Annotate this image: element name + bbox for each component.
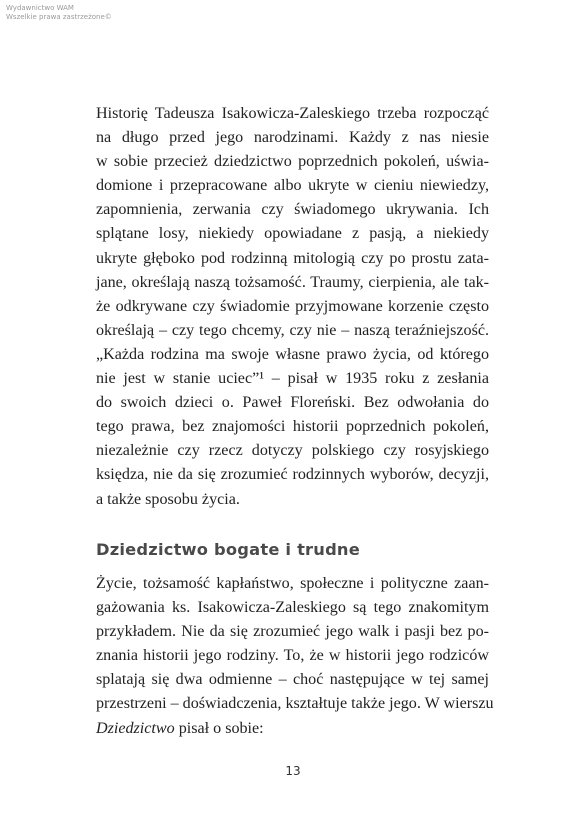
text-line: splątane losy, niekiedy opowiadane z pasją, a niekiedy — [96, 225, 489, 243]
text-line: Historię Tadeusza Isakowicza-Zaleskiego trzeba rozpocząć — [96, 105, 489, 122]
text-line: nie jest w stanie uciec”¹ – pisał w 1935 roku z zesłania — [96, 370, 489, 388]
text-line: niezależnie czy rzecz dotyczy polskiego czy rosyjskiego — [96, 442, 489, 460]
text-line: ukryte głęboko pod rodzinną mitologią czy po prostu zata- — [96, 249, 489, 267]
paragraph-1 — [96, 102, 489, 512]
watermark-publisher: Wydawnictwo WAM — [6, 4, 74, 12]
text-line: przestrzeni – doświadczenia, kształtuje także jego. W wierszu — [96, 695, 494, 713]
text-line-last — [96, 717, 489, 741]
text-line: zapomnienia, zerwania czy świadomego ukrywania. Ich — [96, 201, 489, 219]
text-line: określają – czy tego chcemy, czy nie – naszą teraźniejszość. — [96, 321, 489, 339]
text-line: w sobie przecież dziedzictwo poprzednich pokoleń, uświa- — [96, 153, 489, 171]
page-number: 13 — [285, 764, 301, 778]
text-line: przykładem. Nie da się zrozumieć jego walk i pasji bez po- — [96, 623, 489, 641]
publisher-watermark — [6, 4, 112, 22]
text-line: na długo przed jego narodzinami. Każdy z nas niesie — [96, 129, 489, 147]
paragraph-2 — [96, 572, 494, 741]
text-line: Życie, tożsamość kapłaństwo, społeczne i polityczne zaan- — [96, 575, 489, 592]
watermark-rights: Wszelkie prawa zastrzeżone© — [6, 13, 112, 21]
text-line: do swoich dzieci o. Paweł Floreński. Bez odwołania do — [96, 394, 489, 412]
text-line: splatają się dwa odmienne – choć następujące w tej samej — [96, 671, 489, 689]
section-heading: Dziedzictwo bogate i trudne — [96, 540, 360, 559]
text-line: „Każda rodzina ma swoje własne prawo życia, od którego — [96, 345, 489, 363]
text-line: księdza, nie da się zrozumieć rodzinnych wyborów, decyzji, — [96, 466, 489, 484]
text-line: gażowania ks. Isakowicza-Zaleskiego są tego znakomitym — [96, 599, 489, 617]
text-line: znania historii jego rodziny. To, że w historii jego rodziców — [96, 647, 489, 665]
text-fragment: pisał o sobie: — [174, 719, 264, 737]
text-line: tego prawa, bez znajomości historii poprzednich pokoleń, — [96, 418, 489, 436]
text-line: jane, określają naszą tożsamość. Traumy, cierpienia, ale tak- — [96, 273, 489, 291]
text-line: że odkrywane czy świadomie przyjmowane korzenie często — [96, 297, 489, 315]
poem-title: Dziedzictwo — [96, 719, 175, 737]
text-line: domione i przepracowane albo ukryte w cieniu niewiedzy, — [96, 177, 489, 195]
text-line: a także sposobu życia. — [96, 490, 240, 508]
